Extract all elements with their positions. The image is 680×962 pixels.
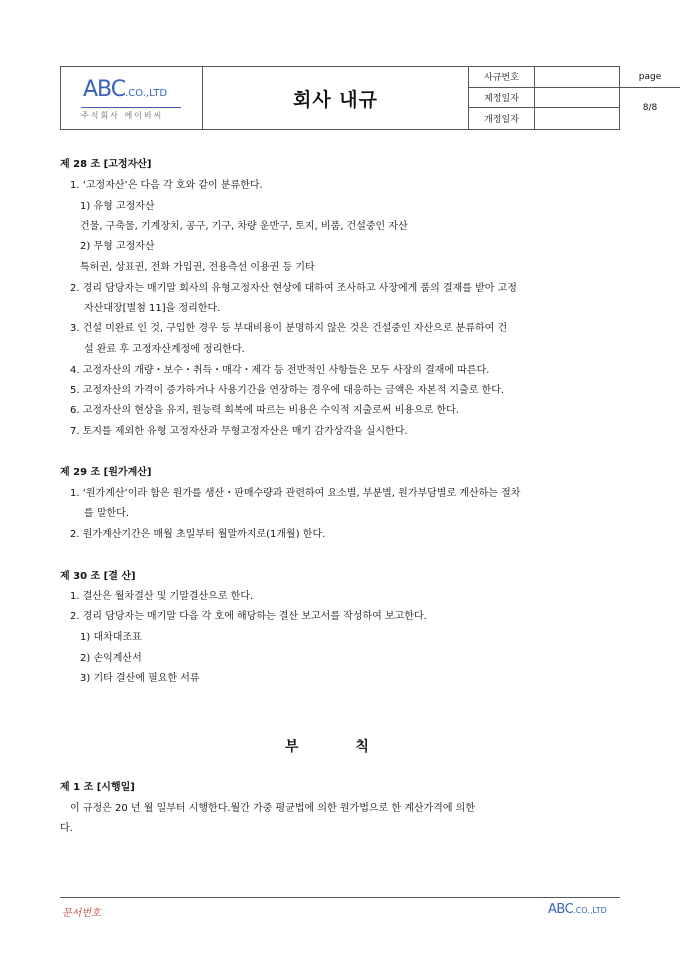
paragraph: 4. 고정자산의 개량・보수・취득・매각・제각 등 전반적인 사항들은 모두 사장의 결재에 따른다. — [70, 365, 490, 376]
article-29-title: 제 29 조 [원가계산] — [60, 467, 152, 478]
page-number-cell — [619, 67, 680, 129]
paragraph: 1. ‘고정자산’은 다음 각 호와 같이 분류한다. — [70, 180, 263, 191]
paragraph: 2. 경리 담당자는 매기말 다음 각 호에 해당하는 결산 보고서를 작성하여 보고한다. — [70, 611, 427, 622]
page-label: page — [620, 67, 680, 88]
meta-value — [535, 88, 619, 108]
page-value: 8/8 — [642, 103, 658, 114]
meta-fields — [469, 67, 619, 129]
meta-row-rule-number — [469, 67, 619, 88]
paragraph: 2. 원가계산기간은 매월 초일부터 월말까지로(1개월) 한다. — [70, 529, 326, 540]
paragraph: 2) 손익계산서 — [80, 653, 142, 664]
paragraph: 6. 고정자산의 현상을 유지, 원능력 회복에 따르는 비용은 수익적 지출로써 비용으로 한다. — [70, 405, 459, 416]
logo-main-text: ABC — [83, 77, 126, 102]
paragraph: 다. — [60, 823, 73, 834]
document-title: 회사 내규 — [292, 88, 379, 111]
paragraph: 를 말한다. — [84, 508, 129, 519]
logo-subtitle: 주식회사 에이비씨 — [81, 107, 181, 121]
meta-row-revised-date — [469, 108, 619, 129]
paragraph: 5. 고정자산의 가격이 증가하거나 사용기간을 연장하는 경우에 대응하는 금액은 자본적 지출로 한다. — [70, 385, 505, 396]
footer-logo — [548, 902, 607, 917]
paragraph: 이 규정은 20 년 월 일부터 시행한다.월간 가중 평균법에 의한 원가법으로 한 계산가격에 의한 — [70, 803, 475, 814]
meta-row-enacted-date — [469, 88, 619, 109]
meta-label: 개정일자 — [469, 108, 535, 129]
article-28-title: 제 28 조 [고정자산] — [60, 159, 152, 170]
supplementary-title: 부 칙 — [285, 739, 395, 755]
article-30-title: 제 30 조 [결 산] — [60, 571, 136, 582]
paragraph: 건물, 구축물, 기계장치, 공구, 기구, 차량 운반구, 토지, 비품, 건설중인 자산 — [80, 221, 408, 232]
document-title-cell — [203, 67, 469, 129]
footer-logo-co: .CO.,LTD — [573, 906, 607, 915]
paragraph: 3) 기타 결산에 필요한 서류 — [80, 673, 200, 684]
footer-doc-number: 문서번호 — [62, 908, 101, 919]
paragraph: 특허권, 상표권, 전화 가입권, 전용측선 이용권 등 기타 — [80, 262, 315, 273]
meta-value — [535, 67, 619, 87]
paragraph: 3. 건설 미완료 인 것, 구입한 경우 등 부대비용이 분명하지 않은 것은 건설중인 자산으로 분류하여 건 — [70, 323, 508, 334]
meta-label: 사규번호 — [469, 67, 535, 87]
company-logo — [61, 67, 203, 129]
paragraph: 1) 유형 고정자산 — [80, 201, 155, 212]
paragraph: 1) 대차대조표 — [80, 632, 142, 643]
header-table — [60, 66, 662, 130]
paragraph: 자산대장[별첨 11]을 정리한다. — [84, 303, 221, 314]
footer-divider — [60, 897, 620, 898]
logo-wordmark — [83, 79, 167, 105]
paragraph: 1. ‘원가계산’이라 함은 원가를 생산・판매수량과 관련하여 요소별, 부분별, 원가부담별로 계산하는 절차 — [70, 488, 521, 499]
meta-label: 제정일자 — [469, 88, 535, 108]
paragraph: 2) 무형 고정자산 — [80, 241, 155, 252]
paragraph: 2. 경리 담당자는 매기말 회사의 유형고정자산 현상에 대하여 조사하고 사장에게 품의 결재를 받아 고정 — [70, 283, 517, 294]
footer-logo-main: ABC — [548, 902, 574, 917]
paragraph: 설 완료 후 고정자산계정에 정리한다. — [84, 344, 245, 355]
meta-value — [535, 108, 619, 129]
supplementary-article-1-title: 제 1 조 [시행일] — [60, 782, 135, 793]
logo-co-text: .CO.,LTD — [125, 88, 168, 99]
paragraph: 1. 결산은 월차결산 및 기말결산으로 한다. — [70, 591, 254, 602]
paragraph: 7. 토지를 제외한 유형 고정자산과 무형고정자산은 매기 감가상각을 실시한다. — [70, 426, 408, 437]
